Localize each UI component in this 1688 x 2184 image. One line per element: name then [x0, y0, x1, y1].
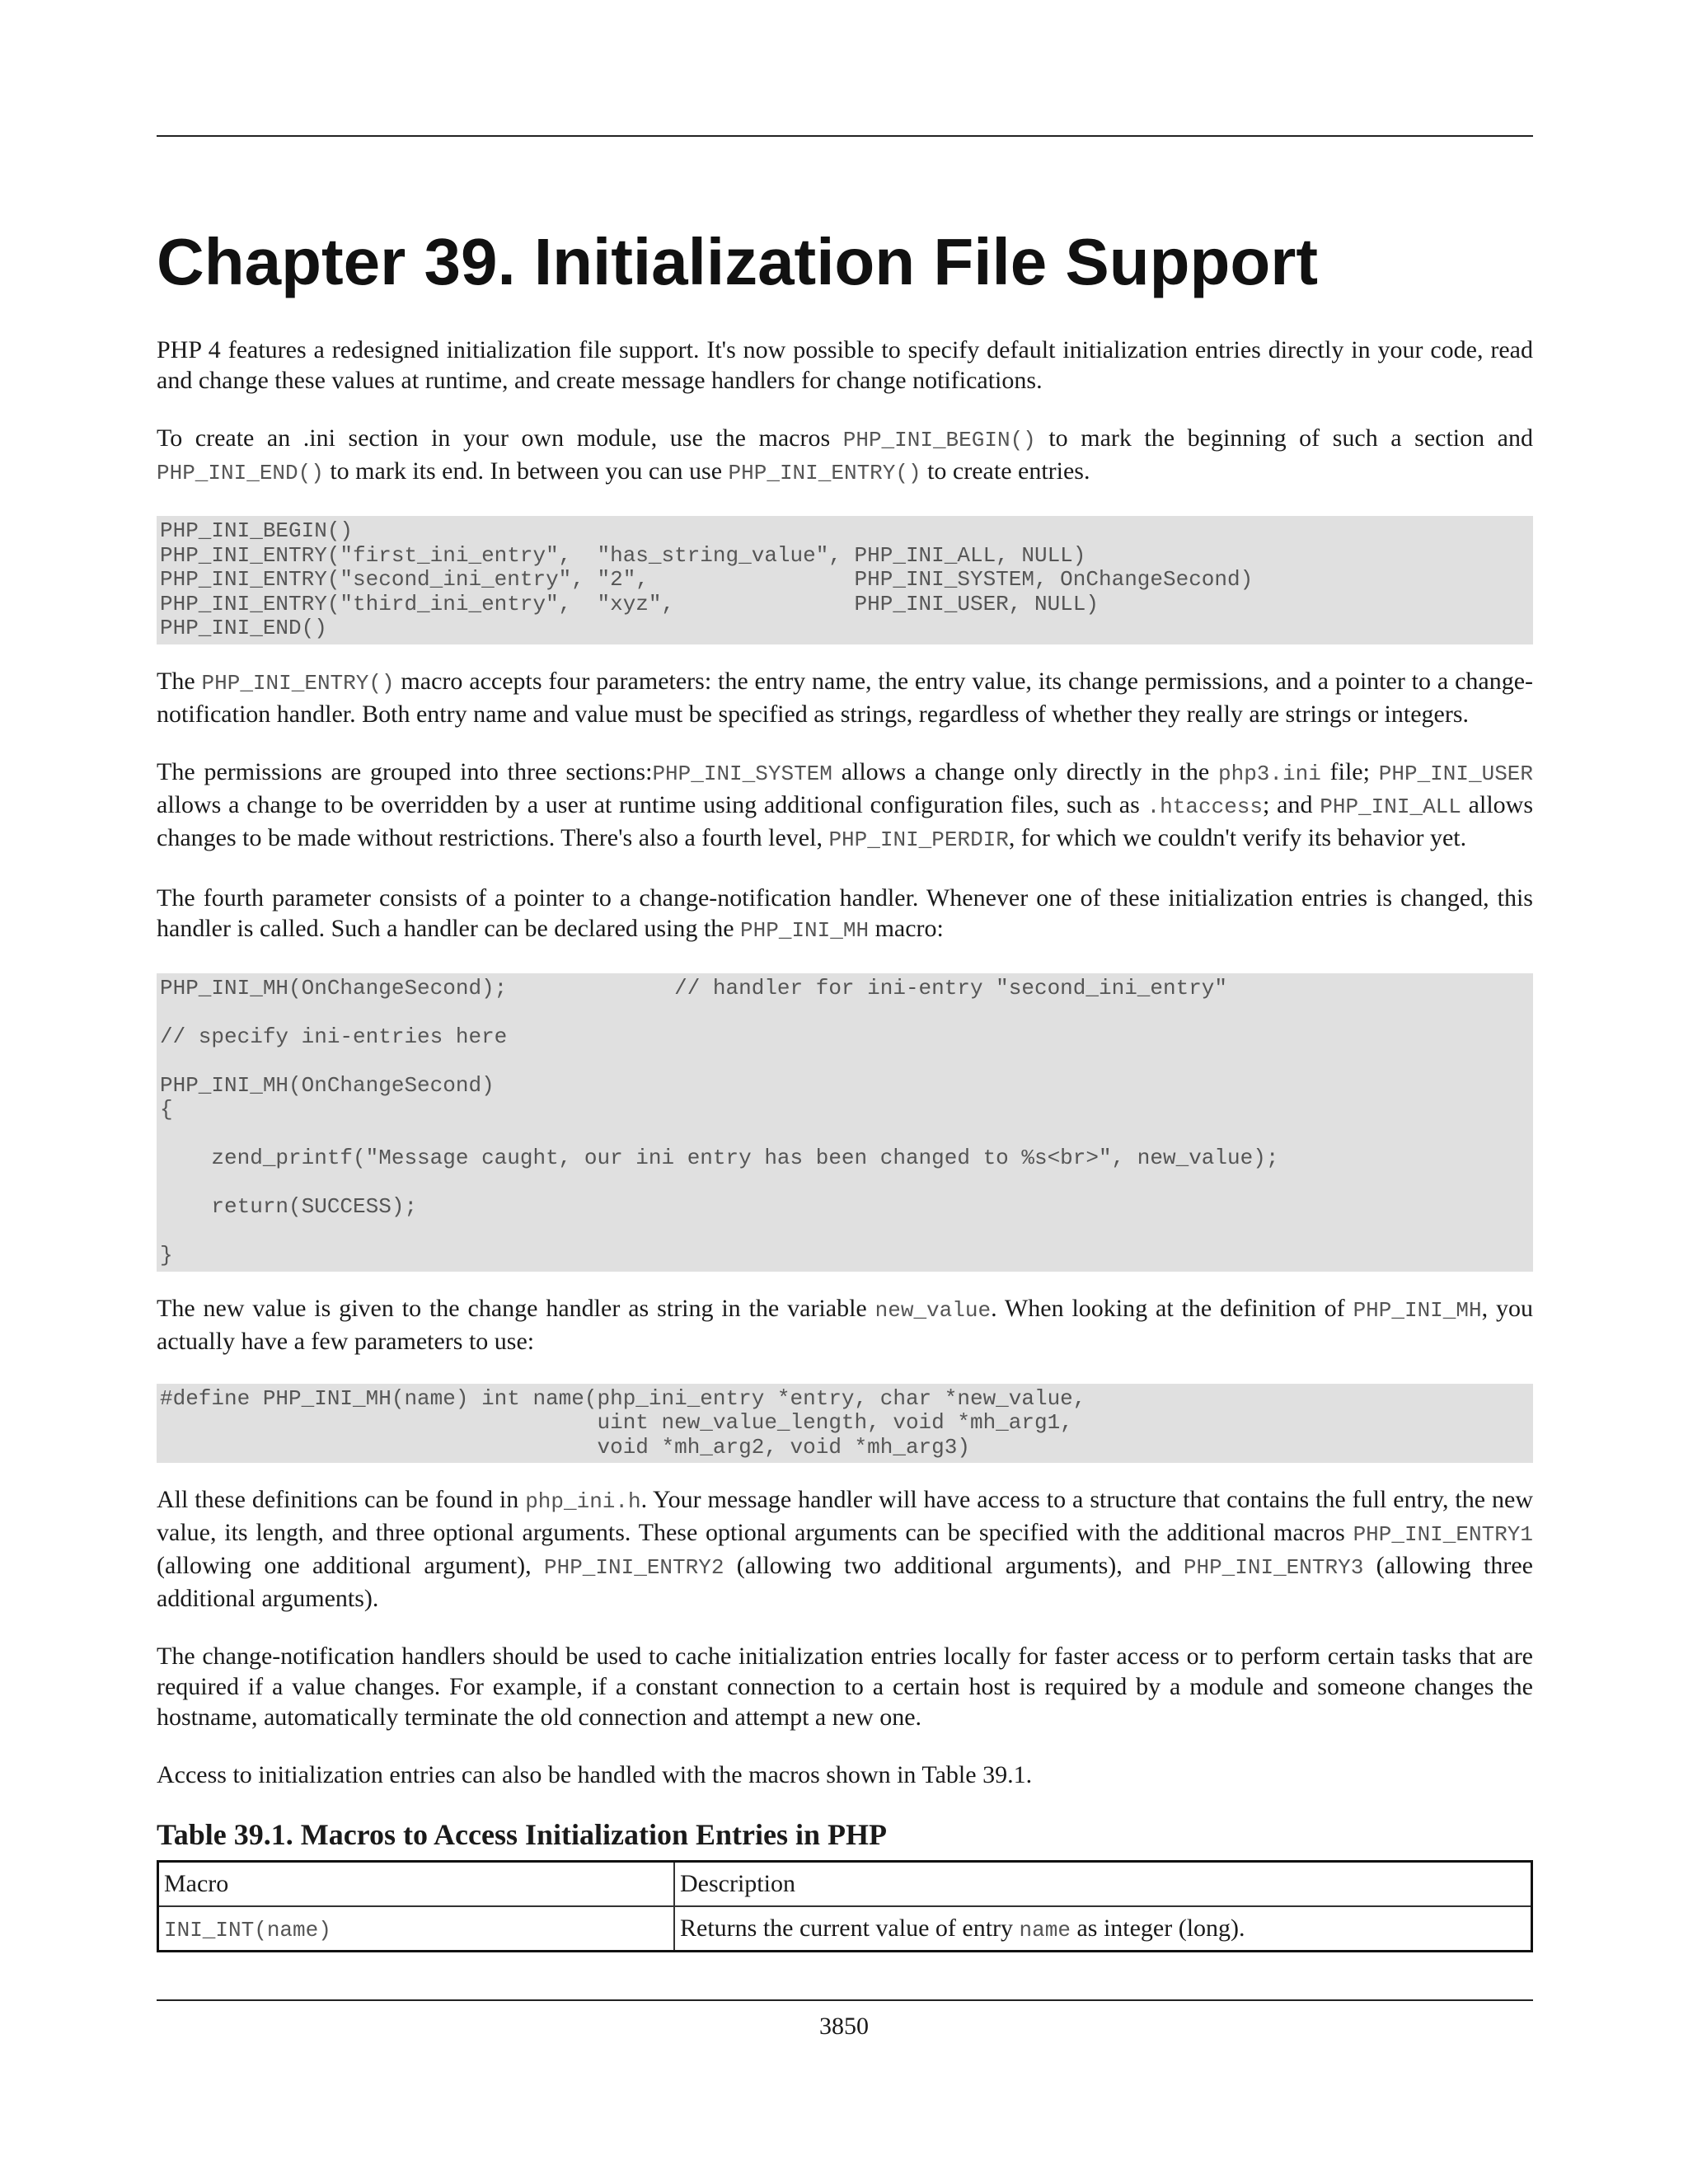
permissions-paragraph: The permissions are grouped into three sections:PHP_INI_SYSTEM allows a change only directly in the php3.ini file; PHP_INI_USER allows a change to be overridden by a user at runtime using additional configuration files, such as .htaccess; and PHP_INI_ALL allows changes to be made without restrictions. There's also a fourth level, PHP_INI_PERDIR, for which we couldn't verify its behavior yet.: [157, 757, 1534, 852]
new-value-paragraph: The new value is given to the change handler as string in the variable new_value. When looking at the definition of PHP_INI_MH, you actually have a few parameters to use:: [157, 1294, 1533, 1355]
table-cell-description: Returns the current value of entry name as integer (long).: [674, 1906, 1532, 1952]
table-header-row: [158, 1862, 1532, 1907]
code-block-ini-entries: PHP_INI_BEGIN() PHP_INI_ENTRY("first_ini_entry", "has_string_value", PHP_INI_ALL, NULL) PHP_INI_ENTRY("second_ini_entry", "2", PHP_INI_SYSTEM, OnChangeSecond) PHP_INI_ENTRY("third_ini_entry", "xyz", PHP_INI_USER, NULL) PHP_INI_END(): [157, 516, 1533, 644]
handler-paragraph: The fourth parameter consists of a pointer to a change-notification handler. Whenever one of these initialization entries is changed, this handler is called. Such a handler can be declared using the PHP_INI_MH macro:: [157, 883, 1533, 943]
entry-macro-paragraph: The PHP_INI_ENTRY() macro accepts four parameters: the entry name, the entry value, its change permissions, and a pointer to a change-notification handler. Both entry name and value must be specified as strings, regardless of whether they really are strings or integers.: [157, 667, 1534, 728]
table-header-description: Description: [674, 1862, 1532, 1907]
bottom-rule: [157, 1999, 1533, 2001]
macros-table: [157, 1860, 1533, 1952]
ini-section-paragraph: To create an .ini section in your own module, use the macros PHP_INI_BEGIN() to mark the beginning of such a section and PHP_INI_END() to mark its end. In between you can use PHP_INI_ENTRY() to create entries.: [157, 424, 1534, 485]
page-number: 3850: [819, 2013, 869, 2040]
table-header-macro: Macro: [158, 1862, 675, 1907]
definitions-paragraph: All these definitions can be found in php_ini.h. Your message handler will have access to a structure that contains the full entry, the new value, its length, and three optional arguments. These optional arguments can be specified with the additional macros PHP_INI_ENTRY1 (allowing one additional argument), PHP_INI_ENTRY2 (allowing two additional arguments), and PHP_INI_ENTRY3 (allowing three additional arguments).: [157, 1486, 1533, 1612]
table-title: Table 39.1. Macros to Access Initialization Entries in PHP: [157, 1818, 887, 1851]
table-row: [158, 1906, 1532, 1952]
table-reference-paragraph: Access to initialization entries can also be handled with the macros shown in Table 39.1.: [157, 1761, 1033, 1788]
intro-paragraph: PHP 4 features a redesigned initialization file support. It's now possible to specify default initialization entries directly in your code, read and change these values at runtime, and create message handlers for change notifications.: [157, 336, 1533, 394]
page-content: [157, 190, 1533, 1952]
code-block-handler: PHP_INI_MH(OnChangeSecond); // handler for ini-entry "second_ini_entry" // specify ini-entries here PHP_INI_MH(OnChangeSecond) { zend_printf("Message caught, our ini entry has been changed to %s<br>", new_value); return(SUCCESS); }: [157, 973, 1533, 1272]
top-rule: [157, 135, 1533, 137]
cache-paragraph: The change-notification handlers should be used to cache initialization entries locally for faster access or to perform certain tasks that are required if a value changes. For example, if a constant connection to a certain host is required by a module and someone changes the hostname, automatically terminate the old connection and attempt a new one.: [157, 1643, 1533, 1731]
code-block-define: #define PHP_INI_MH(name) int name(php_ini_entry *entry, char *new_value, uint new_value_length, void *mh_arg1, void *mh_arg2, void *mh_arg3): [157, 1384, 1533, 1464]
chapter-title: Chapter 39. Initialization File Support: [157, 225, 1319, 298]
table-cell-macro: INI_INT(name): [158, 1906, 675, 1952]
